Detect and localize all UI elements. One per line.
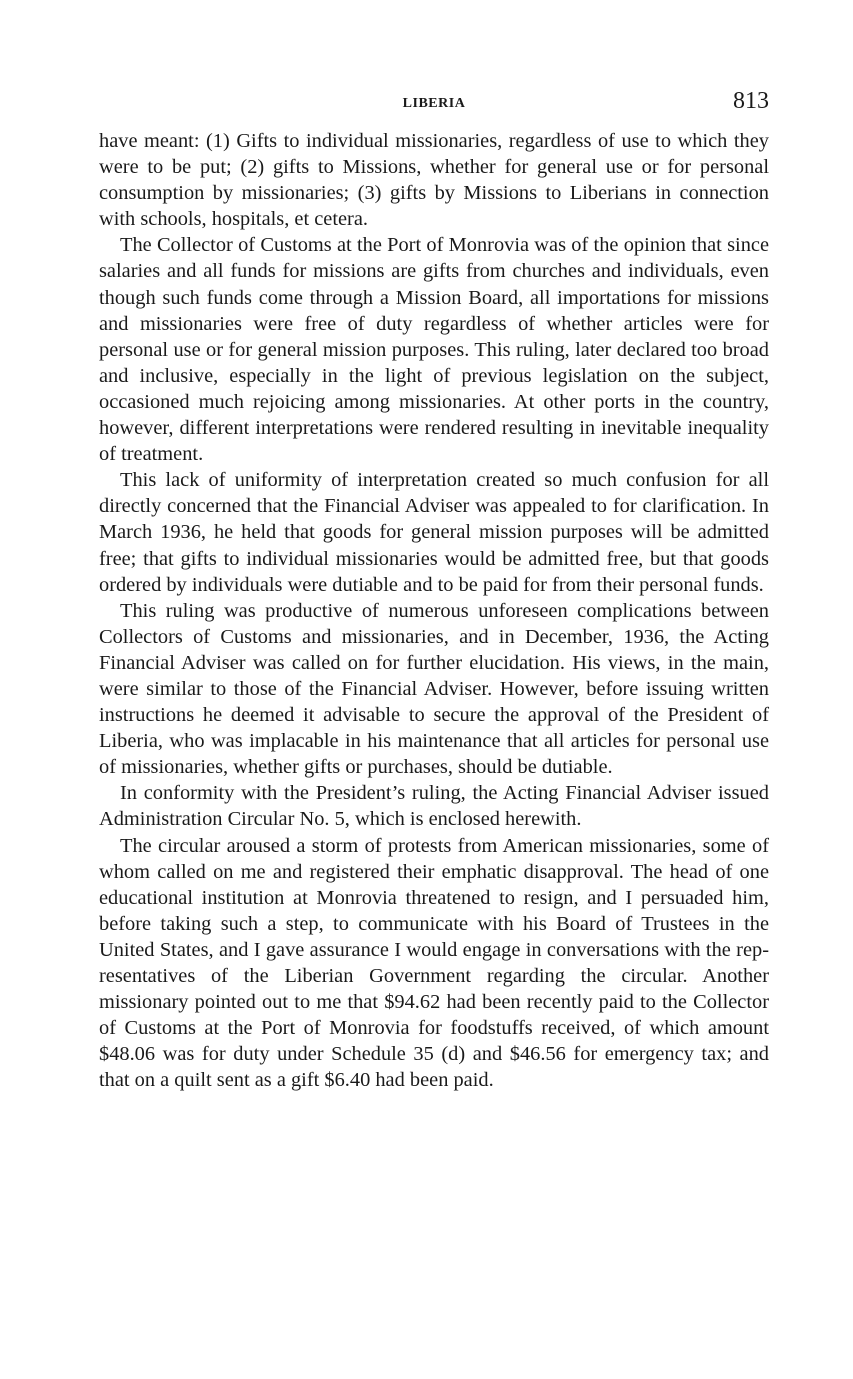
page-number: 813 <box>733 88 769 114</box>
running-head: LIBERIA <box>402 96 466 111</box>
body-text <box>99 128 769 1093</box>
paragraph-circular-protests: The circular aroused a storm of protests from American missionaries, some of whom called on me and registered their emphatic disapproval. The head of one educational institution at Monrovia threatened to resign, and I persuaded him, before taking such a step, to communicate with his Board of Trustees in the United States, and I gave assurance I would engage in conversations with the representatives of the Liberian Government regarding the circular. Another missionary pointed out to me that $94.62 had been recently paid to the Collector of Customs at the Port of Monrovia for foodstuffs received, of which amount $48.06 was for duty under Schedule 35 (d) and $46.56 for emergency tax; and that on a quilt sent as a gift $6.40 had been paid. <box>99 834 769 1092</box>
document-page <box>99 88 769 1093</box>
paragraph-complications: This ruling was productive of numerous unforeseen complications between Collectors of Customs and missionaries, and in December, 1936, the Acting Financial Adviser was called on for further elucidation. His views, in the main, were similar to those of the Financial Adviser. However, before issuing written instructions he deemed it advisable to secure the approval of the President of Liberia, who was implacable in his maintenance that all articles for personal use of missionaries, whether gifts or purchases, should be dutiable. <box>99 599 769 779</box>
paragraph-collector-opinion: The Collector of Customs at the Port of Monrovia was of the opinion that since salaries and all funds for missions are gifts from churches and individuals, even though such funds come through a Mission Board, all importations for missions and missionaries were free of duty regardless of whether articles were for personal use or for general mission purposes. This ruling, later declared too broad and inclusive, especially in the light of previous legislation on the subject, occasioned much rejoicing among missionaries. At other ports in the country, however, different interpretations were rendered resulting in inevitable inequality of treatment. <box>99 234 769 466</box>
paragraph-conformity: In conformity with the President’s ruling, the Acting Financial Adviser issued Administration Circular No. 5, which is enclosed herewith. <box>99 782 769 831</box>
paragraph-uniformity: This lack of uniformity of interpretation created so much confusion for all directly concerned that the Financial Adviser was appealed to for clarification. In March 1936, he held that goods for general mission purposes will be admitted free; that gifts to individual missionaries would be admitted free, but that goods ordered by individuals were dutiable and to be paid for from their personal funds. <box>99 469 769 596</box>
paragraph-continuation: have meant: (1) Gifts to individual missionaries, regardless of use to which they were to be put; (2) gifts to Missions, whether for general use or for personal consumption by missionaries; (3) gifts by Missions to Liberians in connection with schools, hospitals, et cetera. <box>99 130 769 231</box>
page-header <box>99 88 769 122</box>
